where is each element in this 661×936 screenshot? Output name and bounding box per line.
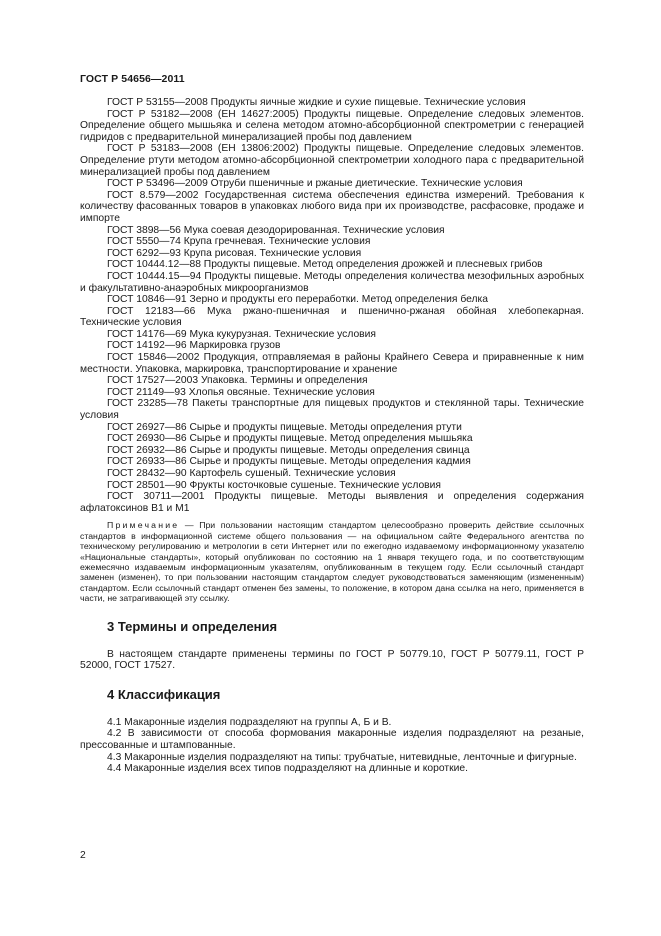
reference-item: ГОСТ 14176—69 Мука кукурузная. Технические условия — [107, 328, 376, 340]
reference-item: ГОСТ Р 53183—2008 (ЕН 13806:2002) Продукты пищевые. Определение следовых элементов. Определение ртути методом атомно-абсорбционной спектрометрии холодного пара с предварительной минерализацией пробы под давлением — [80, 143, 584, 178]
section-4-heading: 4 Классификация — [107, 686, 221, 702]
section-3-text: В настоящем стандарте применены термины по ГОСТ Р 50779.10, ГОСТ Р 50779.11, ГОСТ Р 52000, ГОСТ 17527. — [80, 648, 584, 672]
reference-item: ГОСТ 17527—2003 Упаковка. Термины и определения — [107, 375, 368, 387]
page-content — [80, 97, 584, 775]
classification-item: 4.2 В зависимости от способа формования макаронные изделия подразделяют на резаные, прессованные и штампованные. — [80, 728, 584, 751]
reference-item: ГОСТ 23285—78 Пакеты транспортные для пищевых продуктов и стеклянной тары. Технические условия — [80, 398, 584, 422]
reference-item: ГОСТ 3898—56 Мука соевая дезодорированная. Технические условия — [107, 224, 445, 236]
classification-item: 4.4 Макаронные изделия всех типов подразделяют на длинные и короткие. — [107, 763, 468, 775]
reference-item: ГОСТ Р 53496—2009 Отруби пшеничные и ржаные диетические. Технические условия — [107, 178, 523, 190]
reference-item: ГОСТ 10444.12—88 Продукты пищевые. Метод определения дрожжей и плесневых грибов — [107, 259, 543, 271]
reference-item: ГОСТ 6292—93 Крупа рисовая. Технические условия — [107, 247, 362, 259]
reference-item: ГОСТ 10846—91 Зерно и продукты его переработки. Метод определения белка — [107, 294, 488, 306]
reference-item: ГОСТ 5550—74 Крупа гречневая. Технические условия — [107, 236, 371, 248]
reference-item: ГОСТ 15846—2002 Продукция, отправляемая в районы Крайнего Севера и приравненные к ним местности. Упаковка, маркировка, транспортирование и хранение — [80, 352, 584, 375]
reference-item: ГОСТ 30711—2001 Продукты пищевые. Методы выявления и определения содержания афлатоксинов В1 и М1 — [80, 491, 584, 514]
classification-item: 4.1 Макаронные изделия подразделяют на группы А, Б и В. — [107, 716, 392, 728]
note-label: Примечание — [107, 520, 180, 531]
reference-item: ГОСТ 12183—66 Мука ржано-пшеничная и пшенично-ржаная обойная хлебопекарная. Технические условия — [80, 305, 584, 329]
reference-item: ГОСТ 26930—86 Сырье и продукты пищевые. Метод определения мышьяка — [107, 433, 473, 445]
document-header: ГОСТ Р 54656—2011 — [80, 73, 185, 85]
reference-item: ГОСТ Р 53182—2008 (ЕН 14627:2005) Продукты пищевые. Определение следовых элементов. Определение общего мышьяка и селена методом атомно-абсорбционной спектрометрии с генерацией гидридов с предварительной минерализацией пробы под давлением — [80, 108, 584, 143]
reference-item: ГОСТ 8.579—2002 Государственная система обеспечения единства измерений. Требования к количеству фасованных товаров в упаковках любого вида при их производстве, расфасовке, продаже и импорте — [80, 189, 584, 224]
reference-item: ГОСТ 28501—90 Фрукты косточковые сушеные. Технические условия — [107, 479, 441, 491]
page-number: 2 — [80, 850, 86, 861]
reference-item: ГОСТ 21149—93 Хлопья овсяные. Технические условия — [107, 386, 375, 398]
reference-item: ГОСТ 28432—90 Картофель сушеный. Технические условия — [107, 468, 396, 479]
reference-item: ГОСТ 14192—96 Маркировка грузов — [107, 340, 281, 352]
classification-item: 4.3 Макаронные изделия подразделяют на типы: трубчатые, нитевидные, ленточные и фигурные. — [107, 751, 577, 763]
reference-item: ГОСТ 26927—86 Сырье и продукты пищевые. Методы определения ртути — [107, 421, 462, 433]
reference-item: ГОСТ 26932—86 Сырье и продукты пищевые. Методы определения свинца — [107, 444, 470, 456]
section-3-heading: 3 Термины и определения — [107, 618, 278, 634]
reference-item: ГОСТ Р 53155—2008 Продукты яичные жидкие и сухие пищевые. Технические условия — [107, 97, 526, 108]
note-text: — При пользовании настоящим стандартом целесообразно проверить действие ссылочных стандартов в информационной системе общего пользования — на официальном сайте Федерального агентства по техническому регулированию и метрологии в сети Интернет или по ежегодно издаваемому информационному указателю «Национальные стандарты», который опубликован по состоянию на 1 января текущего года, и по соответствующим ежемесячно издаваемым информационным указателям, опубликованным в текущем году. Если ссылочный стандарт заменен (изменен), то при пользовании настоящим стандартом следует руководствоваться заменяющим (измененным) стандартом. Если ссылочный стандарт отменен без замены, то положение, в котором дана ссылка на него, применяется в части, не затрагивающей эту ссылку. — [80, 520, 584, 604]
references-note — [80, 520, 584, 603]
normative-references-list — [80, 97, 584, 514]
reference-item: ГОСТ 10444.15—94 Продукты пищевые. Методы определения количества мезофильных аэробных и факультативно-анаэробных микроорганизмов — [80, 270, 584, 294]
reference-item: ГОСТ 26933—86 Сырье и продукты пищевые. Методы определения кадмия — [107, 456, 471, 468]
